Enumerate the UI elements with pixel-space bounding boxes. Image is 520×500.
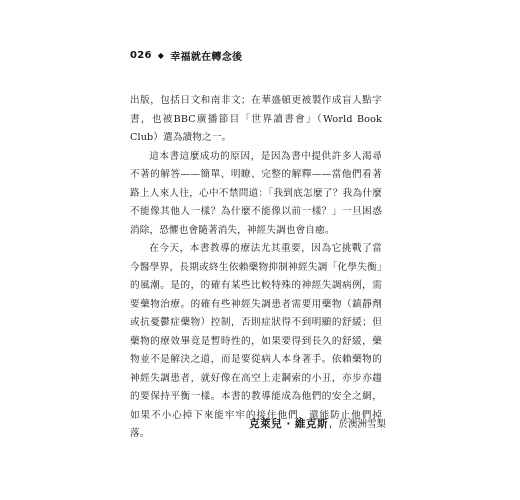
running-header — [130, 49, 242, 61]
book-title: 幸福就在轉念後 — [170, 51, 243, 63]
diamond-separator-icon: ◆ — [157, 50, 165, 60]
paragraph-therapy-importance: 在今天，本書教導的療法尤其重要，因為它挑戰了當今醫學界，長期或終生依賴藥物抑制神經失調「化學失衡」的風潮。是的，的確有某些比較特殊的神經失調病例，需要藥物治療。的確有些神經失調患者需要用藥物（鎮靜劑或抗憂鬱症藥物）控制，否則症狀得不到明顯的舒緩；但藥物的療效畢竟是暫時性的，如果要得到長久的舒緩，藥物並不是解決之道，而是要從病人本身著手。依賴藥物的神經失調患者，就好像在高空上走鋼索的小丑，亦步亦趨的要保持平衡一樣。本書的教導能成為他們的安全之網，如果不小心掉下來能牢牢的接住他們，還能防止他們掉落。 — [130, 243, 382, 439]
page-number: 026 — [130, 49, 152, 61]
signature — [249, 416, 386, 431]
signature-place: ，於澳洲雪梨 — [328, 419, 386, 430]
paragraph-continued: 出版，包括日文和南非文；在華盛頓更被製作成盲人點字書，也被BBC廣播節目「世界讀書會」（World Book Club）選為讀物之一。 — [130, 95, 382, 143]
body-text — [130, 92, 382, 444]
author-name: 克萊兒 · 維克斯 — [249, 418, 328, 430]
paragraph-success-reason: 這本書這麼成功的原因，是因為書中提供許多人渴尋不著的解答——簡單、明瞭、完整的解釋——當他們看著路上人來人往，心中不禁問道：「我到底怎麼了？我為什麼不能像其他人一樣？為什麼不能像以前一樣？」一旦困惑消除，恐懼也會隨著消失，神經失調也會自癒。 — [130, 150, 382, 236]
